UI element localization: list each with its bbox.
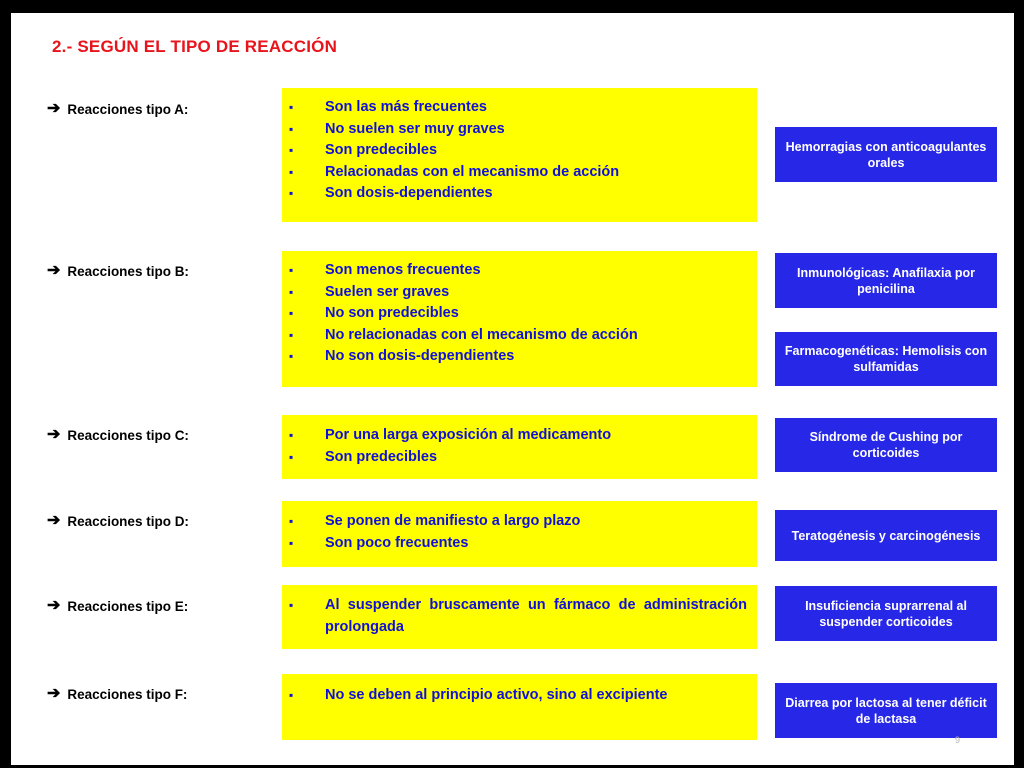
list-item: ▪ Son predecibles [282, 140, 757, 162]
example-box-e: Insuficiencia suprarrenal al suspender corticoides [775, 586, 997, 641]
bullet-icon: ▪ [289, 449, 294, 464]
row-label-d [47, 513, 189, 529]
row-label-text: Reacciones tipo A: [67, 101, 189, 117]
arrow-right-icon: ➔ [47, 685, 61, 702]
example-box-b-2: Farmacogenéticas: Hemolisis con sulfamidas [775, 332, 997, 386]
slide [11, 13, 1014, 765]
page-number: 9 [955, 735, 961, 745]
row-label-e [47, 598, 188, 614]
characteristics-box-b [282, 251, 757, 387]
row-label-text: Reacciones tipo F: [67, 686, 188, 702]
characteristics-box-d [282, 501, 757, 567]
bullet-icon: ▪ [289, 164, 294, 179]
bullet-icon: ▪ [289, 306, 294, 320]
list-item: ▪ No suelen ser muy graves [282, 119, 757, 141]
characteristics-box-a [282, 88, 757, 222]
example-box-c: Síndrome de Cushing por corticoides [775, 418, 997, 472]
bullet-icon: ▪ [289, 143, 294, 157]
list-item: ▪ No son dosis-dependientes [282, 346, 757, 368]
list-item: ▪ Por una larga exposición al medicamento [282, 425, 757, 447]
characteristics-box-f [282, 674, 757, 740]
bullet-icon: ▪ [289, 100, 294, 114]
example-box-a: Hemorragias con anticoagulantes orales [775, 127, 997, 182]
list-item: ▪ No son predecibles [282, 303, 757, 325]
row-label-text: Reacciones tipo C: [67, 427, 189, 443]
bullet-icon: ▪ [289, 186, 294, 200]
list-item: ▪ Son dosis-dependientes [282, 183, 757, 205]
bullet-icon: ▪ [289, 514, 294, 528]
list-item: ▪ No se deben al principio activo, sino al excipiente [282, 685, 747, 707]
list-item: ▪ No relacionadas con el mecanismo de acción [282, 325, 757, 347]
row-label-text: Reacciones tipo D: [67, 513, 189, 529]
bullet-icon: ▪ [289, 428, 294, 442]
row-label-a [47, 101, 188, 117]
arrow-right-icon: ➔ [47, 426, 61, 443]
row-label-f [47, 686, 187, 702]
example-box-d: Teratogénesis y carcinogénesis [775, 510, 997, 561]
list-item: ▪ Al suspender bruscamente un fármaco de administración prolongada [289, 597, 747, 635]
list-item: ▪ Son las más frecuentes [282, 97, 757, 119]
list-item: ▪ Relacionadas con el mecanismo de acción [282, 162, 757, 184]
bullet-icon: ▪ [289, 284, 294, 299]
bullet-icon: ▪ [289, 688, 294, 702]
list-item: ▪ Son menos frecuentes [282, 260, 757, 282]
arrow-right-icon: ➔ [47, 262, 61, 279]
list-item: ▪ Son predecibles [282, 447, 757, 469]
list-item: ▪ Suelen ser graves [282, 282, 757, 304]
characteristics-box-c [282, 415, 757, 479]
bullet-icon: ▪ [289, 535, 294, 550]
row-label-text: Reacciones tipo E: [67, 598, 189, 614]
bullet-icon: ▪ [289, 349, 294, 363]
slide-title: 2.- SEGÚN EL TIPO DE REACCIÓN [52, 37, 338, 56]
bullet-icon: ▪ [289, 327, 294, 342]
row-label-c [47, 427, 189, 443]
arrow-right-icon: ➔ [47, 100, 61, 117]
row-label-text: Reacciones tipo B: [67, 263, 189, 279]
bullet-icon: ▪ [289, 263, 294, 277]
bullet-icon: ▪ [289, 121, 294, 136]
example-box-f: Diarrea por lactosa al tener déficit de lactasa [775, 683, 997, 738]
arrow-right-icon: ➔ [47, 512, 61, 529]
example-box-b-1: Inmunológicas: Anafilaxia por penicilina [775, 253, 997, 308]
list-item: ▪ Se ponen de manifiesto a largo plazo [282, 511, 757, 533]
bullet-icon: ▪ [289, 598, 294, 612]
characteristics-box-e [282, 585, 757, 649]
row-label-b [47, 263, 189, 279]
arrow-right-icon: ➔ [47, 597, 61, 614]
list-item: ▪ Son poco frecuentes [282, 533, 757, 555]
